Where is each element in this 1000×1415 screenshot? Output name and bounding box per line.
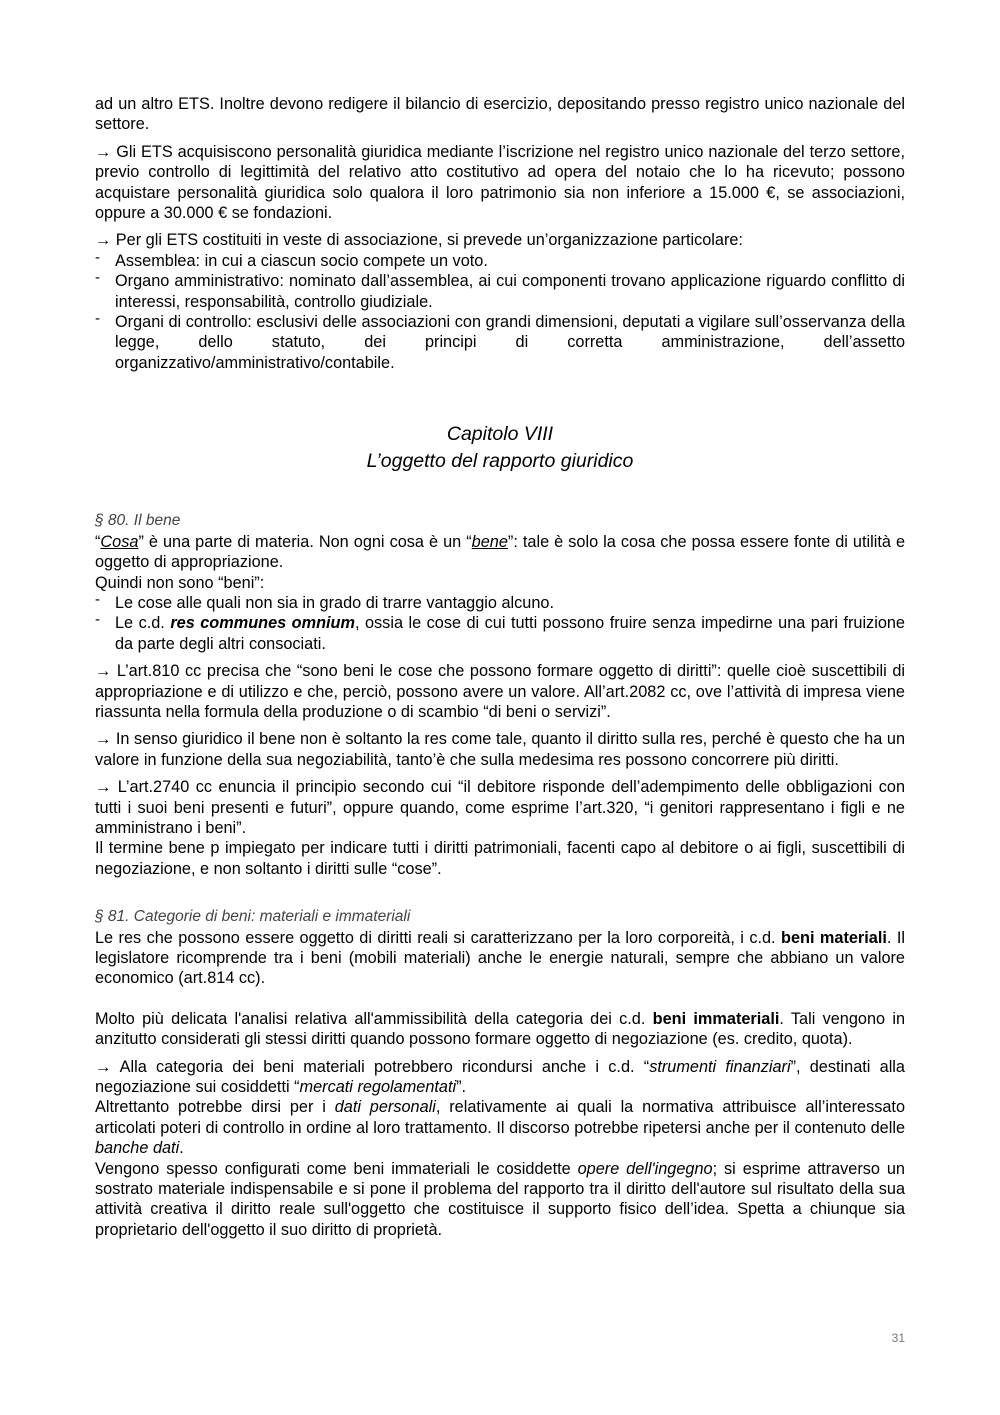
paragraph: → In senso giuridico il bene non è soltanto la res come tale, quanto il diritto sulla res, perché è questo che ha un valore in funzione della sua negoziabilità, tanto’è che sulla medesima res possono concorrere più diritti.	[95, 730, 905, 769]
paragraph: → Gli ETS acquisiscono personalità giuridica mediante l’iscrizione nel registro unico nazionale del terzo settore, previo controllo di legittimità del relativo atto costitutivo ad opera del notaio che lo ha ricevuto; possono acquistare personalità giuridica solo qualora il loro patrimonio sia non inferiore a 15.000 €, se associazioni, oppure a 30.000 € se fondazioni.	[95, 142, 905, 223]
paragraph: ad un altro ETS. Inoltre devono redigere il bilancio di esercizio, depositando presso registro unico nazionale del settore.	[95, 95, 905, 134]
chapter-title: L’oggetto del rapporto giuridico	[366, 450, 634, 473]
paragraph: “Cosa” è una parte di materia. Non ogni cosa è un “bene”: tale è solo la cosa che possa essere fonte di utilità e oggetto di appropriazione.	[95, 532, 905, 572]
paragraph: → Per gli ETS costituiti in veste di associazione, si prevede un’organizzazione particolare:	[95, 231, 743, 250]
chapter-heading	[95, 421, 905, 475]
paragraph: Altrettanto potrebbe dirsi per i dati personali, relativamente ai quali la normativa attribuisce all’interessato articolati poteri di controllo in ordine al loro trattamento. Il discorso potrebbe ripetersi anche per il contenuto delle banche dati.	[95, 1098, 905, 1158]
paragraph: → L’art.810 cc precisa che “sono beni le cose che possono formare oggetto di diritti”: quelle cioè suscettibili di appropriazione e di utilizzo e che, perciò, possono avere un valore. All’art.2082 cc, ove l’attività di impresa viene riassunta nella formula della produzione o di scambio “di beni o servizi”.	[95, 662, 905, 721]
list-item: - Organo amministrativo: nominato dall’assemblea, ai cui componenti trovano applicazione riguardo conflitto di interessi, responsabilità, controllo giudiziale.	[95, 271, 905, 312]
paragraph: → L’art.2740 cc enuncia il principio secondo cui “il debitore risponde dell’adempimento delle obbligazioni con tutti i suoi beni presenti e futuri”, oppure quando, come esprime l’art.320, “i genitori rappresentano i figli e ne amministrano i beni”.	[95, 778, 905, 837]
list-item: - Assemblea: in cui a ciascun socio compete un voto.	[95, 251, 905, 271]
paragraph: Molto più delicata l'analisi relativa all'ammissibilità della categoria dei c.d. beni immateriali. Tali vengono in anzitutto considerati gli stessi diritti quando possono formare oggetto di negoziazione (es. credito, quota).	[95, 1009, 906, 1049]
list-item: - Le cose alle quali non sia in grado di trarre vantaggio alcuno.	[95, 593, 905, 613]
document-page	[95, 94, 905, 1240]
paragraph: Quindi non sono “beni”:	[95, 573, 265, 592]
paragraph: Vengono spesso configurati come beni immateriali le cosiddette opere dell'ingegno; si esprime attraverso un sostrato materiale indispensabile e si pone il problema del rapporto tra il diritto dell'autore sul risultato della sua attività creativa il diritto reale sull'oggetto che costituisce il supporto fisico dell’idea. Spetta a chiunque sia proprietario dell'oggetto il suo diritto di proprietà.	[95, 1159, 905, 1239]
list-item: - Organi di controllo: esclusivi delle associazioni con grandi dimensioni, deputati a vigilare sull’osservanza della legge, dello statuto, dei principi di corretta amministrazione, dell’assetto organizzativo/amministrativo/contabile.	[95, 312, 905, 373]
paragraph: Le res che possono essere oggetto di diritti reali si caratterizzano per la loro corporeità, i c.d. beni materiali. Il legislatore ricomprende tra i beni (mobili materiali) anche le energie naturali, sempre che abbiano un valore economico (art.814 cc).	[95, 928, 905, 988]
bullet-list	[95, 251, 905, 373]
paragraph: → Alla categoria dei beni materiali potrebbero ricondursi anche i c.d. “strumenti finanziari”, destinati alla negoziazione sui cosiddetti “mercati regolamentati”.	[95, 1057, 905, 1097]
chapter-number: Capitolo VIII	[446, 423, 554, 446]
bullet-list	[95, 593, 905, 654]
page-number: 31	[891, 1331, 905, 1345]
section-title: § 81. Categorie di beni: materiali e immateriali	[95, 908, 411, 926]
list-item: - Le c.d. res communes omnium, ossia le cose di cui tutti possono fruire senza impedirne una pari fruizione da parte degli altri consociati.	[95, 613, 905, 654]
section-title: § 80. Il bene	[95, 512, 181, 530]
paragraph: Il termine bene p impiegato per indicare tutti i diritti patrimoniali, facenti capo al debitore o ai figli, suscettibili di negoziazione, e non soltanto i diritti sulle “cose”.	[95, 839, 905, 878]
